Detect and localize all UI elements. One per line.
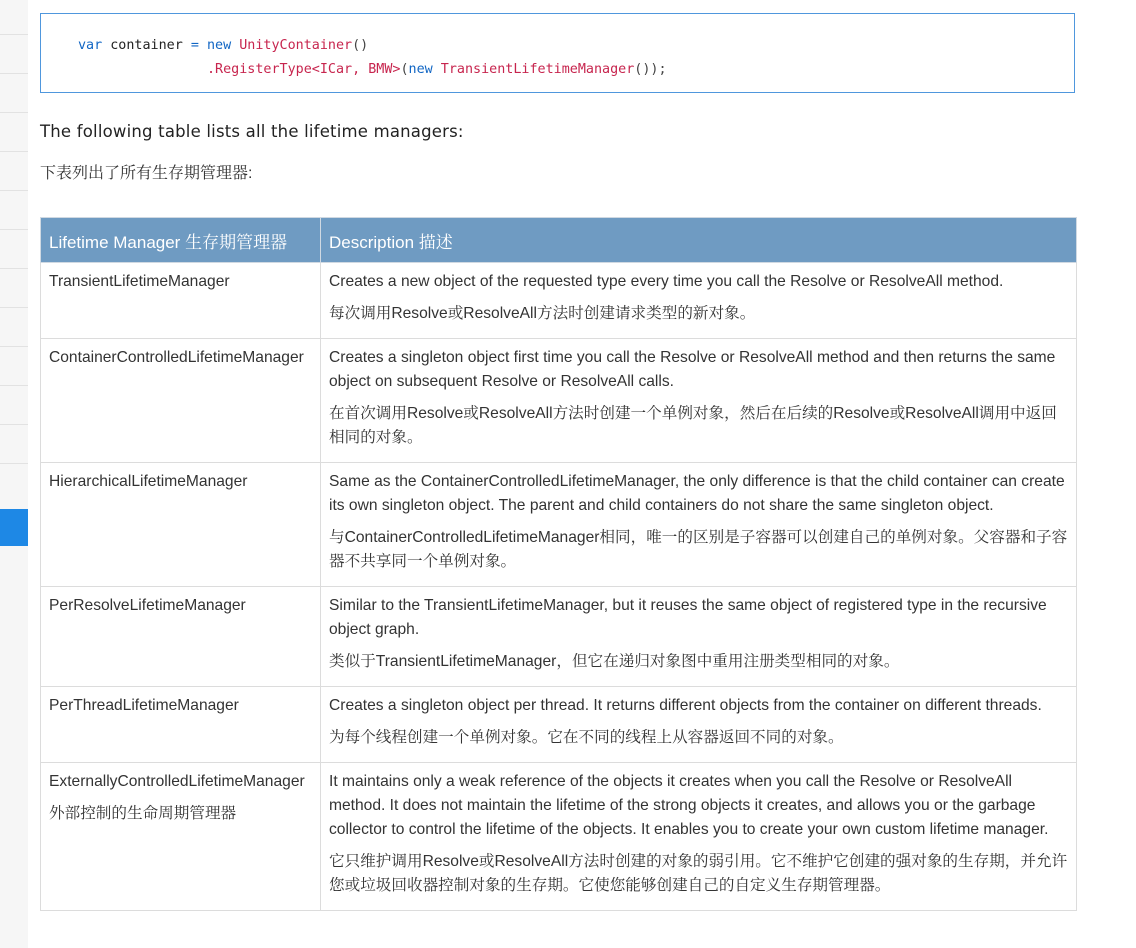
manager-name-cell (41, 339, 321, 463)
description-en: Creates a new object of the requested type every time you call the Resolve or ResolveAll method. (329, 273, 1004, 290)
manager-name: TransientLifetimeManager (49, 273, 230, 290)
code-keyword: var (78, 38, 103, 53)
manager-name: PerThreadLifetimeManager (49, 697, 239, 714)
code-keyword: new (408, 62, 433, 77)
code-punctuation: ( (400, 62, 409, 77)
code-type: TransientLifetimeManager (440, 62, 635, 77)
code-identifier: container (110, 38, 183, 53)
description-zh: 每次调用Resolve或ResolveAll方法时创建请求类型的新对象。 (329, 305, 756, 322)
manager-name: ContainerControlledLifetimeManager (49, 349, 304, 366)
table-row (41, 263, 1077, 339)
description-cell (321, 587, 1077, 687)
code-punctuation: () (352, 38, 369, 53)
manager-name-cell (41, 263, 321, 339)
table-row (41, 587, 1077, 687)
description-en: Creates a singleton object per thread. It returns different objects from the container on different threads. (329, 697, 1042, 714)
manager-name-cell (41, 587, 321, 687)
table-row (41, 339, 1077, 463)
description-zh: 它只维护调用Resolve或ResolveAll方法时创建的对象的弱引用。它不维护它创建的强对象的生存期，并允许您或垃圾回收器控制对象的生存期。它使您能够创建自己的自定义生存期管理器。 (329, 853, 1068, 894)
code-operator: = (190, 38, 199, 53)
description-zh: 为每个线程创建一个单例对象。它在不同的线程上从容器返回不同的对象。 (329, 729, 844, 746)
nav-divider (0, 34, 28, 35)
table-header-row (41, 218, 1077, 263)
nav-divider (0, 463, 28, 464)
description-zh: 类似于TransientLifetimeManager，但它在递归对象图中重用注册类型相同的对象。 (329, 653, 900, 670)
code-type: UnityContainer (239, 38, 353, 53)
intro-paragraph-en: The following table lists all the lifetime managers: (40, 122, 464, 141)
description-zh: 在首次调用Resolve或ResolveAll方法时创建一个单例对象，然后在后续的Resolve或ResolveAll调用中返回相同的对象。 (329, 405, 1057, 446)
header-lifetime-manager: Lifetime Manager 生存期管理器 (41, 218, 321, 263)
nav-divider (0, 151, 28, 152)
description-cell (321, 763, 1077, 911)
code-keyword: new (207, 38, 232, 53)
description-cell (321, 339, 1077, 463)
code-block (40, 13, 1075, 93)
nav-divider (0, 229, 28, 230)
description-en: Similar to the TransientLifetimeManager, but it reuses the same object of registered type in the recursive object graph. (329, 597, 1047, 638)
manager-name: ExternallyControlledLifetimeManager (49, 773, 305, 790)
manager-name-cell (41, 687, 321, 763)
nav-divider (0, 112, 28, 113)
code-method: .RegisterType<ICar, BMW> (207, 62, 401, 77)
nav-divider (0, 346, 28, 347)
manager-name-zh: 外部控制的生命周期管理器 (49, 805, 237, 822)
code-text (78, 34, 667, 82)
description-zh: 与ContainerControlledLifetimeManager相同，唯一的区别是子容器可以创建自己的单例对象。父容器和子容器不共享同一个单例对象。 (329, 529, 1068, 570)
lifetime-managers-table (40, 217, 1077, 911)
manager-name-cell (41, 463, 321, 587)
nav-divider (0, 190, 28, 191)
table-row (41, 687, 1077, 763)
code-punctuation: ()); (634, 62, 667, 77)
nav-active-item[interactable] (0, 509, 28, 546)
left-nav-strip (0, 0, 28, 948)
header-description: Description 描述 (321, 218, 1077, 263)
description-cell (321, 463, 1077, 587)
nav-divider (0, 73, 28, 74)
nav-divider (0, 268, 28, 269)
manager-name: HierarchicalLifetimeManager (49, 473, 248, 490)
nav-divider (0, 307, 28, 308)
description-en: Creates a singleton object first time you call the Resolve or ResolveAll method and then returns the same object on subsequent Resolve or ResolveAll calls. (329, 349, 1056, 390)
nav-divider (0, 424, 28, 425)
description-en: Same as the ContainerControlledLifetimeManager, the only difference is that the child container can create its own singleton object. The parent and child containers do not share the same singleton object. (329, 473, 1065, 514)
nav-divider (0, 385, 28, 386)
manager-name: PerResolveLifetimeManager (49, 597, 246, 614)
manager-name-cell (41, 763, 321, 911)
description-en: It maintains only a weak reference of the objects it creates when you call the Resolve or ResolveAll method. It does not maintain the lifetime of the strong objects it creates, and allows you or the garbage collector to control the lifetime of the objects. It enables you to create your own custom lifetime manager. (329, 773, 1049, 838)
description-cell (321, 263, 1077, 339)
table-row (41, 763, 1077, 911)
table-row (41, 463, 1077, 587)
description-cell (321, 687, 1077, 763)
intro-paragraph-zh: 下表列出了所有生存期管理器: (40, 165, 253, 182)
